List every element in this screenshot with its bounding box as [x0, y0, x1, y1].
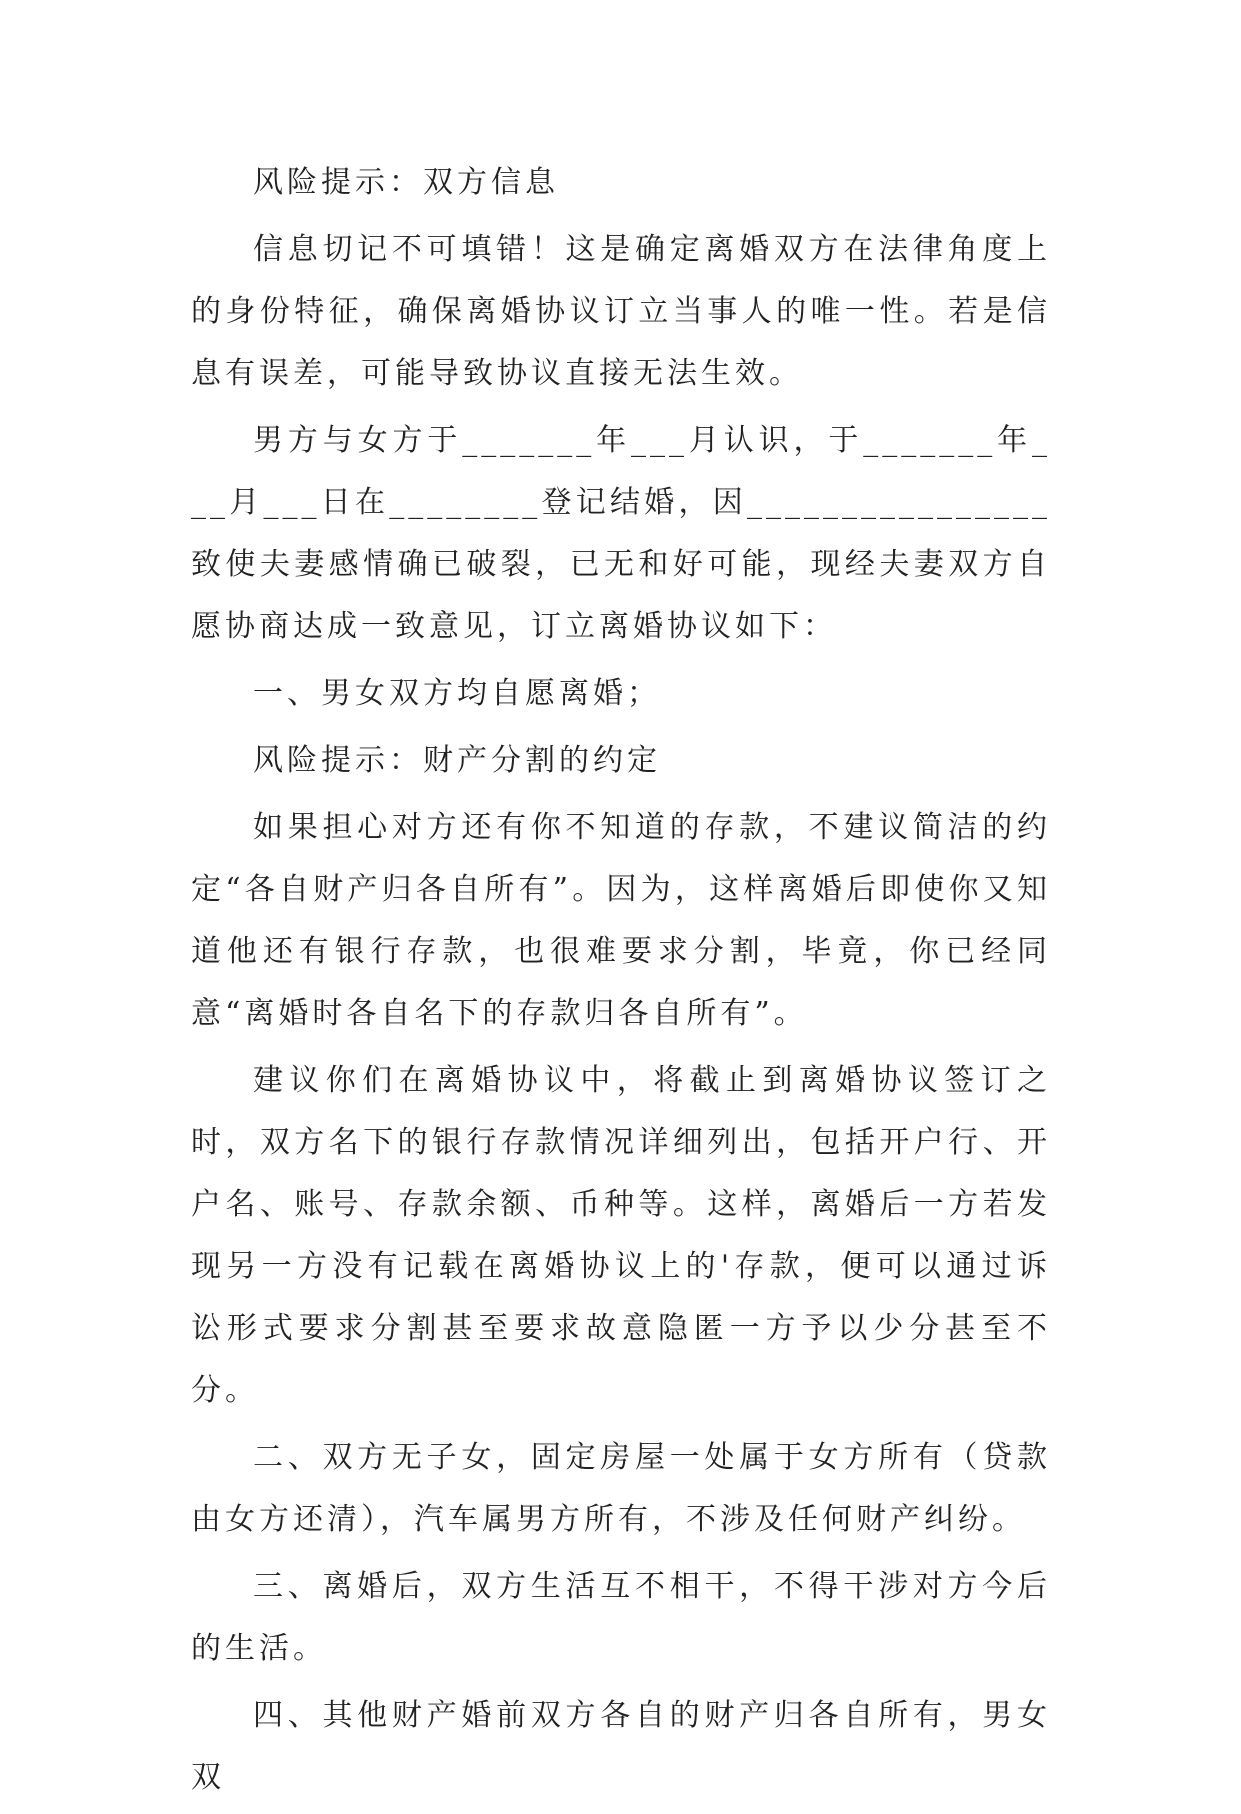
- paragraph-deposit-warning: 如果担心对方还有你不知道的存款，不建议简洁的约定“各自财产归各自所有”。因为，这样离婚后即使你又知道他还有银行存款，也很难要求分割，毕竟，你已经同意“离婚时各自名下的存款归各自所有”。: [191, 810, 1051, 1031]
- clause-2-property: 二、双方无子女，固定房屋一处属于女方所有（贷款由女方还清），汽车属男方所有，不涉及任何财产纠纷。: [191, 1440, 1051, 1537]
- paragraph-info-warning: 信息切记不可填错！这是确定离婚双方在法律角度上的身份特征，确保离婚协议订立当事人的唯一性。若是信息有误差，可能导致协议直接无法生效。: [191, 232, 1051, 391]
- document-body: [191, 152, 1051, 1814]
- risk-tip-heading-property: 风险提示：财产分割的约定: [253, 743, 661, 778]
- paragraph-marriage-facts: 男方与女方于_______年___月认识，于_______年___月___日在________登记结婚，因________________致使夫妻感情确已破裂，已无和好可能，现经夫妻双方自愿协商达成一致意见，订立离婚协议如下：: [191, 423, 1051, 644]
- clause-4-other-property: 四、其他财产婚前双方各自的财产归各自所有，男女双: [191, 1698, 1051, 1795]
- clause-3-independence: 三、离婚后，双方生活互不相干，不得干涉对方今后的生活。: [191, 1569, 1051, 1666]
- clause-1-voluntary-divorce: 一、男女双方均自愿离婚；: [253, 676, 661, 711]
- risk-tip-heading-parties: 风险提示：双方信息: [253, 165, 559, 200]
- paragraph-deposit-advice: 建议你们在离婚协议中，将截止到离婚协议签订之时，双方名下的银行存款情况详细列出，包括开户行、开户名、账号、存款余额、币种等。这样，离婚后一方若发现另一方没有记载在离婚协议上的'存款，便可以通过诉讼形式要求分割甚至要求故意隐匿一方予以少分甚至不分。: [191, 1063, 1051, 1408]
